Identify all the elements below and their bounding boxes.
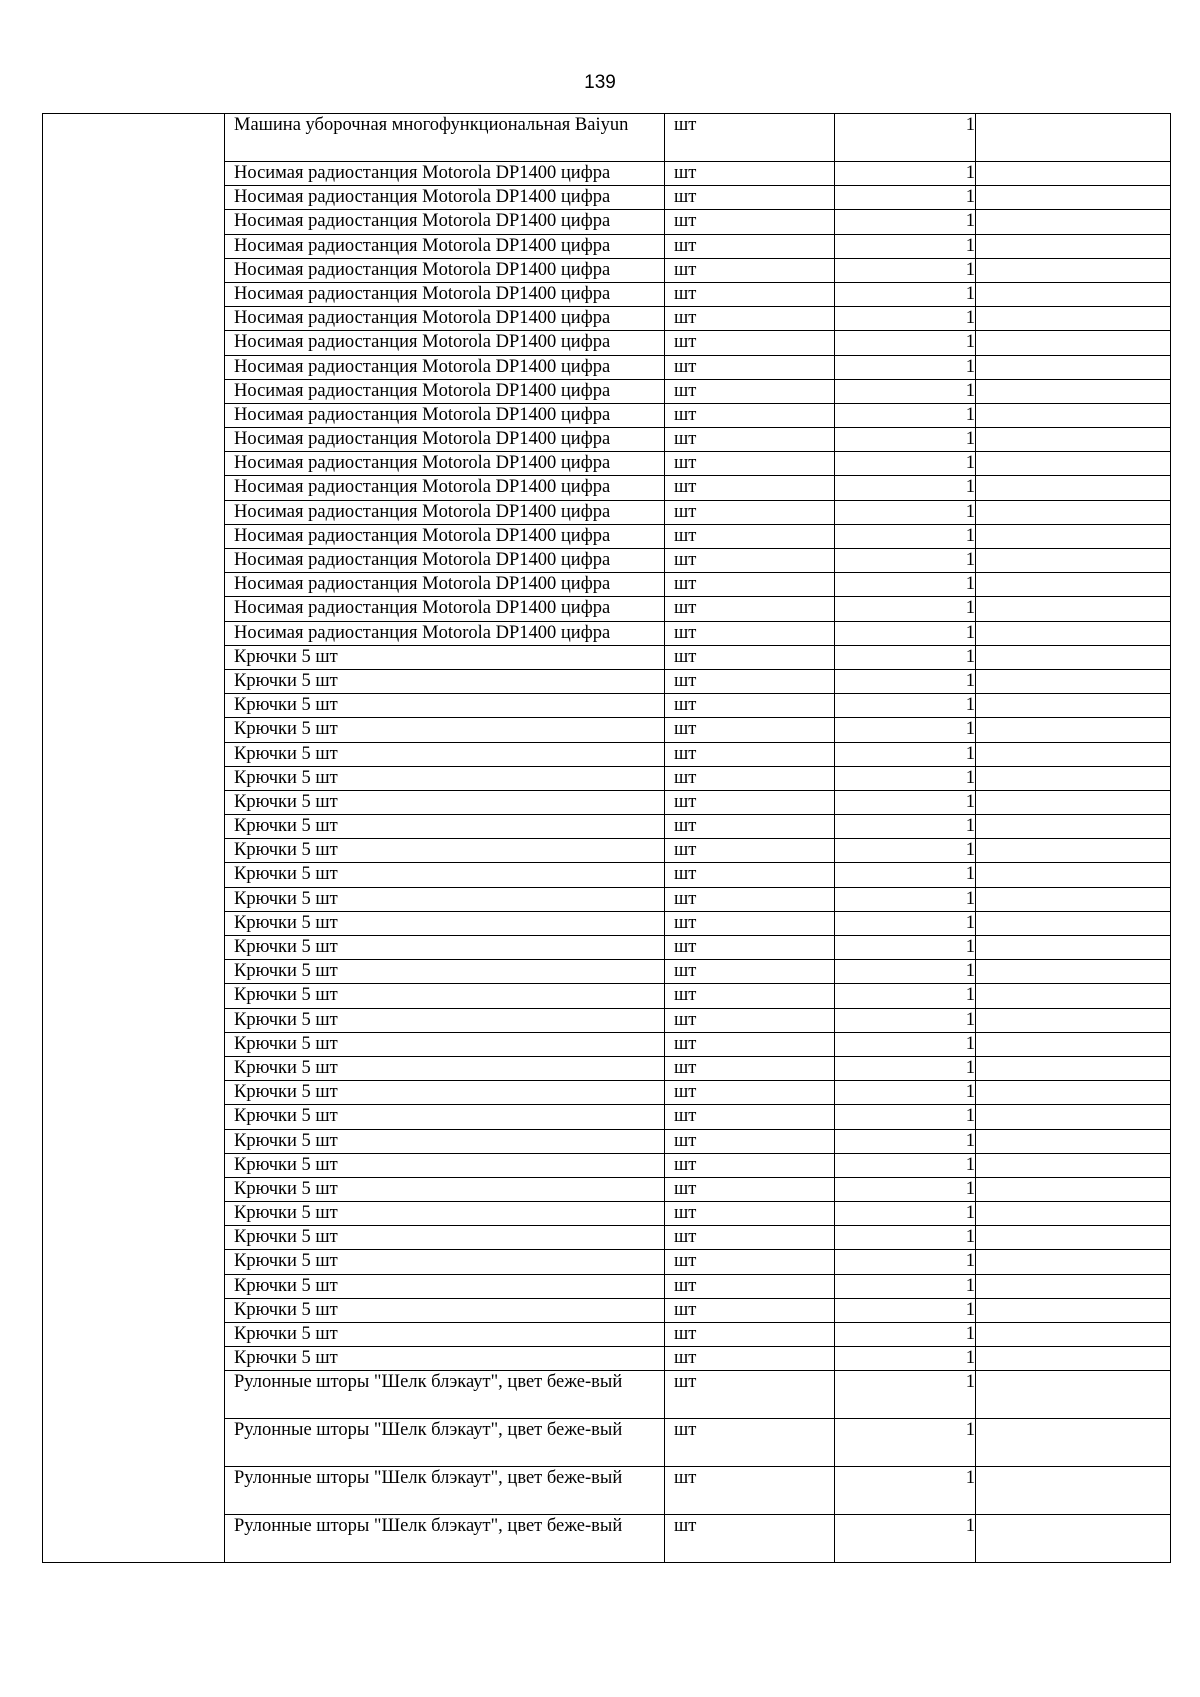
item-unit-cell: шт (665, 790, 835, 814)
item-name-cell: Носимая радиостанция Motorola DP1400 цифра (225, 379, 665, 403)
item-quantity-cell: 1 (835, 718, 976, 742)
item-unit-cell: шт (665, 1008, 835, 1032)
item-note-cell (976, 500, 1171, 524)
item-quantity-cell: 1 (835, 597, 976, 621)
item-note-cell (976, 984, 1171, 1008)
item-quantity-cell: 1 (835, 1226, 976, 1250)
item-name-cell: Носимая радиостанция Motorola DP1400 цифра (225, 331, 665, 355)
item-name-cell: Носимая радиостанция Motorola DP1400 цифра (225, 452, 665, 476)
item-note-cell (976, 452, 1171, 476)
item-note-cell (976, 1419, 1171, 1467)
item-name-cell: Крючки 5 шт (225, 1347, 665, 1371)
item-unit-cell: шт (665, 524, 835, 548)
item-unit-cell: шт (665, 742, 835, 766)
item-name-cell: Носимая радиостанция Motorola DP1400 цифра (225, 597, 665, 621)
item-note-cell (976, 911, 1171, 935)
item-name-cell: Крючки 5 шт (225, 790, 665, 814)
item-unit-cell: шт (665, 500, 835, 524)
item-name-cell: Крючки 5 шт (225, 839, 665, 863)
item-unit-cell: шт (665, 307, 835, 331)
item-quantity-cell: 1 (835, 1129, 976, 1153)
item-unit-cell: шт (665, 1226, 835, 1250)
item-unit-cell: шт (665, 863, 835, 887)
item-unit-cell: шт (665, 1081, 835, 1105)
item-name-cell: Крючки 5 шт (225, 742, 665, 766)
blank-left-cell (43, 114, 225, 1563)
item-quantity-cell: 1 (835, 1177, 976, 1201)
item-note-cell (976, 1153, 1171, 1177)
item-name-cell: Крючки 5 шт (225, 863, 665, 887)
item-name-cell: Крючки 5 шт (225, 887, 665, 911)
item-unit-cell: шт (665, 162, 835, 186)
item-note-cell (976, 790, 1171, 814)
item-unit-cell: шт (665, 694, 835, 718)
item-unit-cell: шт (665, 645, 835, 669)
item-note-cell (976, 669, 1171, 693)
item-unit-cell: шт (665, 766, 835, 790)
item-quantity-cell: 1 (835, 1419, 976, 1467)
item-note-cell (976, 1081, 1171, 1105)
item-quantity-cell: 1 (835, 887, 976, 911)
item-quantity-cell: 1 (835, 331, 976, 355)
item-note-cell (976, 1323, 1171, 1347)
item-note-cell (976, 863, 1171, 887)
item-quantity-cell: 1 (835, 307, 976, 331)
item-quantity-cell: 1 (835, 1250, 976, 1274)
item-quantity-cell: 1 (835, 669, 976, 693)
item-name-cell: Носимая радиостанция Motorola DP1400 цифра (225, 282, 665, 306)
item-unit-cell: шт (665, 210, 835, 234)
item-unit-cell: шт (665, 1419, 835, 1467)
item-note-cell (976, 1298, 1171, 1322)
item-quantity-cell: 1 (835, 186, 976, 210)
item-name-cell: Крючки 5 шт (225, 1008, 665, 1032)
item-name-cell: Крючки 5 шт (225, 1081, 665, 1105)
item-name-cell: Рулонные шторы "Шелк блэкаут", цвет беже-вый (225, 1371, 665, 1419)
item-quantity-cell: 1 (835, 1008, 976, 1032)
item-note-cell (976, 645, 1171, 669)
item-quantity-cell: 1 (835, 911, 976, 935)
item-unit-cell: шт (665, 815, 835, 839)
item-quantity-cell: 1 (835, 936, 976, 960)
item-note-cell (976, 549, 1171, 573)
item-quantity-cell: 1 (835, 766, 976, 790)
item-unit-cell: шт (665, 887, 835, 911)
item-note-cell (976, 815, 1171, 839)
item-unit-cell: шт (665, 718, 835, 742)
item-unit-cell: шт (665, 669, 835, 693)
item-quantity-cell: 1 (835, 1467, 976, 1515)
item-note-cell (976, 186, 1171, 210)
item-name-cell: Крючки 5 шт (225, 1056, 665, 1080)
item-name-cell: Рулонные шторы "Шелк блэкаут", цвет беже-вый (225, 1467, 665, 1515)
item-note-cell (976, 1250, 1171, 1274)
item-unit-cell: шт (665, 476, 835, 500)
item-quantity-cell: 1 (835, 645, 976, 669)
item-quantity-cell: 1 (835, 1153, 976, 1177)
item-unit-cell: шт (665, 936, 835, 960)
item-name-cell: Крючки 5 шт (225, 1105, 665, 1129)
item-unit-cell: шт (665, 1056, 835, 1080)
item-note-cell (976, 960, 1171, 984)
item-unit-cell: шт (665, 549, 835, 573)
item-quantity-cell: 1 (835, 1056, 976, 1080)
item-note-cell (976, 379, 1171, 403)
item-name-cell: Машина уборочная многофункциональная Baiyun (225, 114, 665, 162)
table-row (43, 114, 1171, 162)
item-note-cell (976, 428, 1171, 452)
item-unit-cell: шт (665, 1032, 835, 1056)
item-note-cell (976, 718, 1171, 742)
item-note-cell (976, 162, 1171, 186)
item-name-cell: Носимая радиостанция Motorola DP1400 цифра (225, 573, 665, 597)
item-quantity-cell: 1 (835, 1032, 976, 1056)
item-quantity-cell: 1 (835, 1105, 976, 1129)
item-unit-cell: шт (665, 1129, 835, 1153)
item-name-cell: Носимая радиостанция Motorola DP1400 цифра (225, 186, 665, 210)
item-name-cell: Носимая радиостанция Motorola DP1400 цифра (225, 549, 665, 573)
item-note-cell (976, 331, 1171, 355)
item-note-cell (976, 258, 1171, 282)
item-quantity-cell: 1 (835, 1202, 976, 1226)
item-quantity-cell: 1 (835, 210, 976, 234)
item-note-cell (976, 114, 1171, 162)
item-name-cell: Носимая радиостанция Motorola DP1400 цифра (225, 258, 665, 282)
item-quantity-cell: 1 (835, 355, 976, 379)
item-unit-cell: шт (665, 1347, 835, 1371)
item-name-cell: Носимая радиостанция Motorola DP1400 цифра (225, 476, 665, 500)
item-note-cell (976, 573, 1171, 597)
item-note-cell (976, 1105, 1171, 1129)
item-name-cell: Рулонные шторы "Шелк блэкаут", цвет беже-вый (225, 1515, 665, 1563)
item-unit-cell: шт (665, 1153, 835, 1177)
item-note-cell (976, 1347, 1171, 1371)
item-note-cell (976, 307, 1171, 331)
inventory-table-body (43, 114, 1171, 1563)
item-name-cell: Крючки 5 шт (225, 1177, 665, 1201)
item-note-cell (976, 742, 1171, 766)
item-quantity-cell: 1 (835, 960, 976, 984)
item-unit-cell: шт (665, 1467, 835, 1515)
item-unit-cell: шт (665, 1298, 835, 1322)
item-quantity-cell: 1 (835, 1274, 976, 1298)
item-unit-cell: шт (665, 114, 835, 162)
item-name-cell: Крючки 5 шт (225, 1298, 665, 1322)
item-unit-cell: шт (665, 984, 835, 1008)
item-unit-cell: шт (665, 355, 835, 379)
item-unit-cell: шт (665, 839, 835, 863)
item-unit-cell: шт (665, 597, 835, 621)
item-quantity-cell: 1 (835, 452, 976, 476)
item-unit-cell: шт (665, 379, 835, 403)
item-name-cell: Носимая радиостанция Motorola DP1400 цифра (225, 355, 665, 379)
item-quantity-cell: 1 (835, 500, 976, 524)
item-note-cell (976, 355, 1171, 379)
item-unit-cell: шт (665, 331, 835, 355)
item-name-cell: Крючки 5 шт (225, 1202, 665, 1226)
item-quantity-cell: 1 (835, 742, 976, 766)
item-name-cell: Крючки 5 шт (225, 766, 665, 790)
item-note-cell (976, 1274, 1171, 1298)
item-note-cell (976, 1467, 1171, 1515)
item-name-cell: Крючки 5 шт (225, 1129, 665, 1153)
item-quantity-cell: 1 (835, 863, 976, 887)
item-name-cell: Носимая радиостанция Motorola DP1400 цифра (225, 500, 665, 524)
item-name-cell: Носимая радиостанция Motorola DP1400 цифра (225, 234, 665, 258)
item-quantity-cell: 1 (835, 114, 976, 162)
item-unit-cell: шт (665, 1202, 835, 1226)
item-quantity-cell: 1 (835, 694, 976, 718)
item-quantity-cell: 1 (835, 839, 976, 863)
item-quantity-cell: 1 (835, 1515, 976, 1563)
item-unit-cell: шт (665, 1274, 835, 1298)
item-quantity-cell: 1 (835, 573, 976, 597)
item-unit-cell: шт (665, 1371, 835, 1419)
item-unit-cell: шт (665, 452, 835, 476)
item-note-cell (976, 1032, 1171, 1056)
item-name-cell: Крючки 5 шт (225, 694, 665, 718)
item-note-cell (976, 210, 1171, 234)
item-unit-cell: шт (665, 960, 835, 984)
item-note-cell (976, 694, 1171, 718)
item-unit-cell: шт (665, 403, 835, 427)
inventory-table (42, 113, 1171, 1563)
item-name-cell: Крючки 5 шт (225, 645, 665, 669)
item-name-cell: Носимая радиостанция Motorola DP1400 цифра (225, 210, 665, 234)
item-name-cell: Носимая радиостанция Motorola DP1400 цифра (225, 524, 665, 548)
item-quantity-cell: 1 (835, 1347, 976, 1371)
item-note-cell (976, 597, 1171, 621)
item-note-cell (976, 524, 1171, 548)
item-note-cell (976, 1056, 1171, 1080)
item-quantity-cell: 1 (835, 549, 976, 573)
item-note-cell (976, 936, 1171, 960)
item-unit-cell: шт (665, 186, 835, 210)
item-unit-cell: шт (665, 573, 835, 597)
item-quantity-cell: 1 (835, 1323, 976, 1347)
item-name-cell: Крючки 5 шт (225, 911, 665, 935)
item-quantity-cell: 1 (835, 1298, 976, 1322)
item-name-cell: Крючки 5 шт (225, 1274, 665, 1298)
item-quantity-cell: 1 (835, 790, 976, 814)
item-name-cell: Крючки 5 шт (225, 1032, 665, 1056)
item-name-cell: Крючки 5 шт (225, 1323, 665, 1347)
item-unit-cell: шт (665, 911, 835, 935)
item-quantity-cell: 1 (835, 379, 976, 403)
item-quantity-cell: 1 (835, 403, 976, 427)
item-quantity-cell: 1 (835, 524, 976, 548)
item-note-cell (976, 1202, 1171, 1226)
item-name-cell: Крючки 5 шт (225, 1226, 665, 1250)
item-unit-cell: шт (665, 1177, 835, 1201)
item-quantity-cell: 1 (835, 476, 976, 500)
item-name-cell: Носимая радиостанция Motorola DP1400 цифра (225, 403, 665, 427)
item-quantity-cell: 1 (835, 428, 976, 452)
item-note-cell (976, 621, 1171, 645)
item-note-cell (976, 234, 1171, 258)
item-name-cell: Крючки 5 шт (225, 936, 665, 960)
item-quantity-cell: 1 (835, 621, 976, 645)
item-note-cell (976, 1008, 1171, 1032)
item-quantity-cell: 1 (835, 282, 976, 306)
item-note-cell (976, 1129, 1171, 1153)
item-quantity-cell: 1 (835, 1371, 976, 1419)
item-quantity-cell: 1 (835, 162, 976, 186)
item-name-cell: Носимая радиостанция Motorola DP1400 цифра (225, 428, 665, 452)
item-note-cell (976, 839, 1171, 863)
item-unit-cell: шт (665, 621, 835, 645)
item-note-cell (976, 766, 1171, 790)
item-note-cell (976, 1226, 1171, 1250)
item-unit-cell: шт (665, 1105, 835, 1129)
item-name-cell: Носимая радиостанция Motorola DP1400 цифра (225, 621, 665, 645)
item-unit-cell: шт (665, 1515, 835, 1563)
item-name-cell: Крючки 5 шт (225, 815, 665, 839)
page-number: 139 (584, 72, 616, 93)
item-name-cell: Носимая радиостанция Motorola DP1400 цифра (225, 307, 665, 331)
item-note-cell (976, 887, 1171, 911)
item-note-cell (976, 403, 1171, 427)
item-note-cell (976, 1371, 1171, 1419)
item-unit-cell: шт (665, 234, 835, 258)
item-name-cell: Крючки 5 шт (225, 1153, 665, 1177)
item-unit-cell: шт (665, 1250, 835, 1274)
item-quantity-cell: 1 (835, 234, 976, 258)
item-note-cell (976, 1515, 1171, 1563)
item-unit-cell: шт (665, 258, 835, 282)
item-name-cell: Крючки 5 шт (225, 669, 665, 693)
item-quantity-cell: 1 (835, 1081, 976, 1105)
item-quantity-cell: 1 (835, 815, 976, 839)
item-unit-cell: шт (665, 1323, 835, 1347)
item-unit-cell: шт (665, 428, 835, 452)
item-name-cell: Рулонные шторы "Шелк блэкаут", цвет беже-вый (225, 1419, 665, 1467)
item-name-cell: Крючки 5 шт (225, 718, 665, 742)
item-unit-cell: шт (665, 282, 835, 306)
item-name-cell: Крючки 5 шт (225, 984, 665, 1008)
item-note-cell (976, 476, 1171, 500)
item-name-cell: Крючки 5 шт (225, 960, 665, 984)
item-note-cell (976, 1177, 1171, 1201)
item-note-cell (976, 282, 1171, 306)
item-name-cell: Носимая радиостанция Motorola DP1400 цифра (225, 162, 665, 186)
item-quantity-cell: 1 (835, 258, 976, 282)
item-quantity-cell: 1 (835, 984, 976, 1008)
item-name-cell: Крючки 5 шт (225, 1250, 665, 1274)
